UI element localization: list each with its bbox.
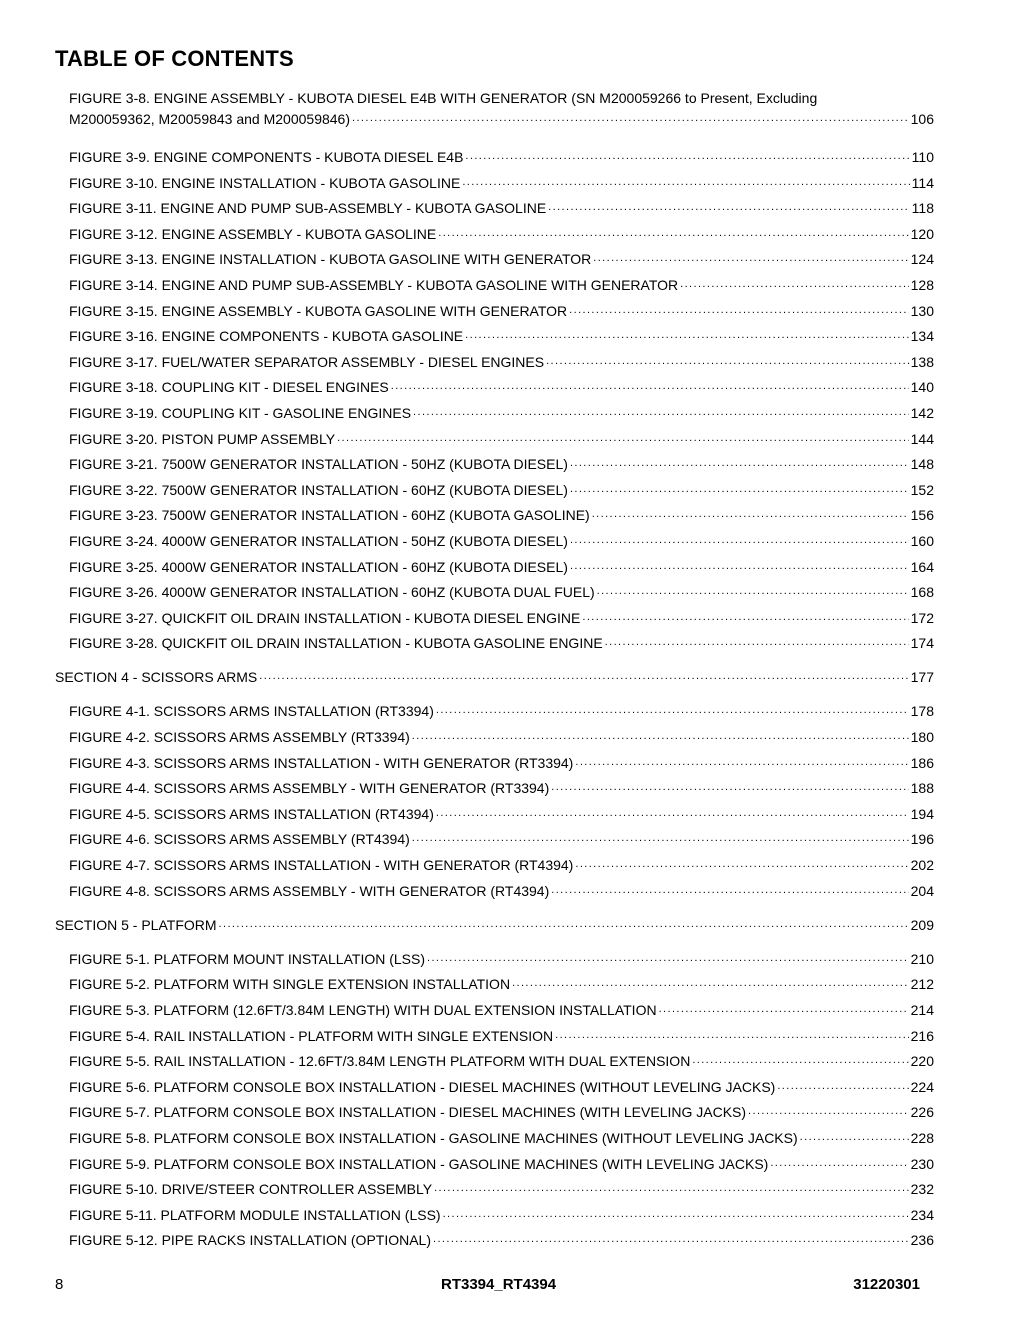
toc-entry-page: 142 xyxy=(910,404,934,421)
dot-leader xyxy=(462,171,909,188)
table-of-contents xyxy=(0,90,1024,1250)
toc-entry-text: FIGURE 3-27. QUICKFIT OIL DRAIN INSTALLATION - KUBOTA DIESEL ENGINE xyxy=(69,609,581,626)
toc-entry-page: 134 xyxy=(910,328,934,345)
toc-entry-text: FIGURE 3-16. ENGINE COMPONENTS - KUBOTA GASOLINE xyxy=(69,328,464,345)
toc-entry-text: FIGURE 4-6. SCISSORS ARMS ASSEMBLY (RT4394) xyxy=(69,831,410,848)
toc-entry-page: 144 xyxy=(910,430,934,447)
toc-entry-page: 180 xyxy=(910,729,934,746)
dot-leader xyxy=(582,606,908,623)
dot-leader xyxy=(259,665,908,682)
toc-entry-page: 130 xyxy=(910,302,934,319)
toc-entry-text-line2: M200059362, M20059843 and M200059846) xyxy=(69,111,351,127)
toc-entry-page: 226 xyxy=(910,1104,934,1121)
toc-entry-text: FIGURE 3-26. 4000W GENERATOR INSTALLATION - 60HZ (KUBOTA DUAL FUEL) xyxy=(69,584,595,601)
toc-list xyxy=(0,141,1024,1250)
toc-entry-text: FIGURE 4-4. SCISSORS ARMS ASSEMBLY - WITH GENERATOR (RT3394) xyxy=(69,780,550,797)
toc-entry-page: 164 xyxy=(910,558,934,575)
toc-entry-text: FIGURE 5-9. PLATFORM CONSOLE BOX INSTALLATION - GASOLINE MACHINES (WITH LEVELING JACKS) xyxy=(69,1155,769,1172)
toc-section-entry[interactable] xyxy=(55,661,934,687)
toc-entry[interactable] xyxy=(69,397,934,423)
toc-section-entry[interactable] xyxy=(55,909,934,935)
toc-entry[interactable] xyxy=(69,772,934,798)
toc-entry[interactable] xyxy=(69,721,934,747)
dot-leader xyxy=(465,145,909,162)
toc-entry-text: FIGURE 5-8. PLATFORM CONSOLE BOX INSTALLATION - GASOLINE MACHINES (WITHOUT LEVELING JACKS) xyxy=(69,1129,798,1146)
footer-model: RT3394_RT4394 xyxy=(441,1276,557,1293)
toc-entry[interactable] xyxy=(69,1045,934,1071)
toc-entry-text: FIGURE 5-10. DRIVE/STEER CONTROLLER ASSEMBLY xyxy=(69,1181,433,1198)
toc-entry-text: FIGURE 3-11. ENGINE AND PUMP SUB-ASSEMBLY - KUBOTA GASOLINE xyxy=(69,200,547,217)
toc-entry[interactable] xyxy=(69,192,934,218)
toc-entry-page: 212 xyxy=(910,976,934,993)
page-footer xyxy=(0,1276,1024,1298)
toc-entry-page: 224 xyxy=(910,1078,934,1095)
toc-entry[interactable] xyxy=(69,943,934,969)
toc-entry-text: FIGURE 5-7. PLATFORM CONSOLE BOX INSTALLATION - DIESEL MACHINES (WITH LEVELING JACKS) xyxy=(69,1104,747,1121)
toc-entry-text: FIGURE 3-10. ENGINE INSTALLATION - KUBOTA GASOLINE xyxy=(69,174,461,191)
dot-leader xyxy=(659,998,909,1015)
toc-entry-text: FIGURE 4-2. SCISSORS ARMS ASSEMBLY (RT3394) xyxy=(69,729,410,746)
toc-entry[interactable] xyxy=(69,269,934,295)
dot-leader xyxy=(337,427,909,444)
toc-entry-text: FIGURE 4-5. SCISSORS ARMS INSTALLATION (RT4394) xyxy=(69,805,434,822)
dot-leader xyxy=(570,529,909,546)
toc-entry-page: 216 xyxy=(910,1027,934,1044)
footer-page-number: 8 xyxy=(55,1276,64,1293)
toc-entry-page: 148 xyxy=(910,456,934,473)
toc-entry-text: FIGURE 5-4. RAIL INSTALLATION - PLATFORM WITH SINGLE EXTENSION xyxy=(69,1027,554,1044)
toc-entry-text: SECTION 4 - SCISSORS ARMS xyxy=(55,669,258,686)
dot-leader xyxy=(680,273,909,290)
toc-entry-page: 156 xyxy=(910,507,934,524)
toc-entry[interactable] xyxy=(69,875,934,901)
toc-entry-text: FIGURE 4-1. SCISSORS ARMS INSTALLATION (RT3394) xyxy=(69,703,434,720)
dot-leader xyxy=(570,478,909,495)
toc-entry-page: 177 xyxy=(910,669,934,686)
dot-leader xyxy=(413,401,909,418)
toc-entry[interactable] xyxy=(69,576,934,602)
toc-entry-text: FIGURE 3-24. 4000W GENERATOR INSTALLATION - 50HZ (KUBOTA DIESEL) xyxy=(69,532,568,549)
toc-entry-text-line1: FIGURE 3-8. ENGINE ASSEMBLY - KUBOTA DIESEL E4B WITH GENERATOR (SN M200059266 to Present, Excluding xyxy=(69,90,818,106)
toc-entry-page: 209 xyxy=(910,916,934,933)
toc-entry-page: 234 xyxy=(910,1206,934,1223)
dot-leader xyxy=(777,1075,908,1092)
dot-leader xyxy=(570,452,909,469)
toc-entry[interactable] xyxy=(69,849,934,875)
toc-entry-text: FIGURE 5-1. PLATFORM MOUNT INSTALLATION (LSS) xyxy=(69,950,426,967)
toc-entry-page: 178 xyxy=(910,703,934,720)
toc-entry-text: FIGURE 5-3. PLATFORM (12.6FT/3.84M LENGTH) WITH DUAL EXTENSION INSTALLATION xyxy=(69,1002,657,1018)
toc-entry-page: 228 xyxy=(910,1129,934,1146)
toc-entry-text: FIGURE 5-11. PLATFORM MODULE INSTALLATION (LSS) xyxy=(69,1206,441,1223)
dot-leader xyxy=(548,196,910,213)
toc-entry-page: 124 xyxy=(910,251,934,268)
toc-entry-text: FIGURE 3-28. QUICKFIT OIL DRAIN INSTALLATION - KUBOTA GASOLINE ENGINE xyxy=(69,635,603,652)
dot-leader xyxy=(412,827,909,844)
toc-entry-page: 118 xyxy=(911,200,934,217)
dot-leader xyxy=(800,1126,909,1143)
toc-entry-page: 194 xyxy=(910,805,934,822)
toc-entry-text: FIGURE 5-5. RAIL INSTALLATION - 12.6FT/3.84M LENGTH PLATFORM WITH DUAL EXTENSION xyxy=(69,1053,691,1070)
toc-entry[interactable] xyxy=(69,994,934,1020)
toc-entry[interactable] xyxy=(69,423,934,449)
toc-entry-text: FIGURE 5-12. PIPE RACKS INSTALLATION (OPTIONAL) xyxy=(69,1232,432,1249)
toc-entry-text: FIGURE 4-3. SCISSORS ARMS INSTALLATION - WITH GENERATOR (RT3394) xyxy=(69,754,574,771)
dot-leader xyxy=(438,222,908,239)
toc-entry[interactable] xyxy=(69,141,934,167)
toc-entry-page: 152 xyxy=(910,481,934,498)
toc-entry-text: FIGURE 4-7. SCISSORS ARMS INSTALLATION - WITH GENERATOR (RT4394) xyxy=(69,857,574,874)
toc-entry[interactable] xyxy=(69,371,934,397)
toc-entry[interactable] xyxy=(69,243,934,269)
dot-leader xyxy=(692,1049,908,1066)
dot-leader xyxy=(352,107,909,124)
toc-entry-text: FIGURE 3-23. 7500W GENERATOR INSTALLATION - 60HZ (KUBOTA GASOLINE) xyxy=(69,507,590,524)
toc-entry-page: 186 xyxy=(910,754,934,771)
toc-entry[interactable] xyxy=(69,602,934,628)
toc-entry[interactable] xyxy=(69,1122,934,1148)
toc-entry[interactable] xyxy=(69,1224,934,1250)
toc-entry[interactable] xyxy=(69,1071,934,1097)
toc-entry-page: 236 xyxy=(910,1232,934,1249)
toc-entry-page: 196 xyxy=(910,831,934,848)
toc-entry-page: 128 xyxy=(910,276,934,293)
dot-leader xyxy=(436,802,909,819)
toc-entry[interactable] xyxy=(69,295,934,321)
toc-entry[interactable] xyxy=(69,346,934,372)
toc-entry-page: 214 xyxy=(910,1002,934,1018)
page-title: TABLE OF CONTENTS xyxy=(55,46,294,71)
toc-entry[interactable] xyxy=(69,90,934,141)
toc-entry-page: 210 xyxy=(910,950,934,967)
dot-leader xyxy=(592,503,909,520)
toc-entry-page: 138 xyxy=(910,353,934,370)
toc-entry[interactable] xyxy=(69,499,934,525)
toc-entry-page: 174 xyxy=(910,635,934,652)
toc-entry-text: FIGURE 5-6. PLATFORM CONSOLE BOX INSTALLATION - DIESEL MACHINES (WITHOUT LEVELING JACKS) xyxy=(69,1078,776,1095)
toc-entry-page: 220 xyxy=(910,1053,934,1070)
toc-entry[interactable] xyxy=(69,218,934,244)
toc-entry-page: 140 xyxy=(910,379,934,396)
dot-leader xyxy=(443,1203,909,1220)
dot-leader xyxy=(436,699,909,716)
toc-entry-text: FIGURE 5-2. PLATFORM WITH SINGLE EXTENSION INSTALLATION xyxy=(69,976,511,993)
toc-entry[interactable] xyxy=(69,695,934,721)
toc-entry-text: FIGURE 3-25. 4000W GENERATOR INSTALLATION - 60HZ (KUBOTA DIESEL) xyxy=(69,558,568,575)
toc-entry-text: FIGURE 3-15. ENGINE ASSEMBLY - KUBOTA GASOLINE WITH GENERATOR xyxy=(69,302,568,319)
dot-leader xyxy=(391,375,909,392)
toc-entry-page: 120 xyxy=(910,225,934,242)
toc-entry-text: FIGURE 3-20. PISTON PUMP ASSEMBLY xyxy=(69,430,336,447)
toc-entry-text: FIGURE 3-19. COUPLING KIT - GASOLINE ENGINES xyxy=(69,404,412,421)
toc-entry-page: 204 xyxy=(910,882,934,899)
toc-entry-text: FIGURE 3-9. ENGINE COMPONENTS - KUBOTA DIESEL E4B xyxy=(69,149,464,165)
toc-entry[interactable] xyxy=(69,525,934,551)
toc-entry[interactable] xyxy=(69,747,934,773)
dot-leader xyxy=(593,247,908,264)
dot-leader xyxy=(575,751,908,768)
dot-leader xyxy=(748,1100,909,1117)
toc-entry[interactable] xyxy=(69,968,934,994)
toc-entry[interactable] xyxy=(69,448,934,474)
toc-entry[interactable] xyxy=(69,627,934,653)
toc-entry-text: FIGURE 3-12. ENGINE ASSEMBLY - KUBOTA GASOLINE xyxy=(69,225,437,242)
toc-entry-page: 232 xyxy=(910,1181,934,1198)
dot-leader xyxy=(569,299,908,316)
toc-entry[interactable] xyxy=(69,167,934,193)
dot-leader xyxy=(219,913,909,930)
dot-leader xyxy=(555,1024,909,1041)
dot-leader xyxy=(434,1177,909,1194)
toc-entry[interactable] xyxy=(69,1020,934,1046)
toc-entry-page: 188 xyxy=(910,780,934,797)
toc-entry[interactable] xyxy=(69,1199,934,1225)
dot-leader xyxy=(551,776,908,793)
toc-entry[interactable] xyxy=(69,798,934,824)
dot-leader xyxy=(546,350,909,367)
toc-entry[interactable] xyxy=(69,1148,934,1174)
toc-entry-page: 230 xyxy=(910,1155,934,1172)
toc-entry-text: FIGURE 3-18. COUPLING KIT - DIESEL ENGINES xyxy=(69,379,389,396)
toc-entry-text: FIGURE 4-8. SCISSORS ARMS ASSEMBLY - WITH GENERATOR (RT4394) xyxy=(69,882,550,899)
toc-entry[interactable] xyxy=(69,474,934,500)
toc-entry[interactable] xyxy=(69,1173,934,1199)
toc-entry-page: 114 xyxy=(911,174,934,191)
dot-leader xyxy=(512,972,909,989)
dot-leader xyxy=(570,555,909,572)
footer-document-number: 31220301 xyxy=(853,1276,920,1293)
toc-entry-page: 106 xyxy=(910,111,934,127)
dot-leader xyxy=(551,879,908,896)
toc-entry-text: FIGURE 3-13. ENGINE INSTALLATION - KUBOTA GASOLINE WITH GENERATOR xyxy=(69,251,592,268)
dot-leader xyxy=(605,631,909,648)
toc-entry[interactable] xyxy=(69,1096,934,1122)
toc-entry-text: FIGURE 3-21. 7500W GENERATOR INSTALLATION - 50HZ (KUBOTA DIESEL) xyxy=(69,456,568,473)
dot-leader xyxy=(575,853,908,870)
dot-leader xyxy=(433,1228,909,1245)
toc-entry-text: FIGURE 3-17. FUEL/WATER SEPARATOR ASSEMBLY - DIESEL ENGINES xyxy=(69,353,545,370)
toc-entry-page: 172 xyxy=(910,609,934,626)
toc-entry-page: 110 xyxy=(911,149,934,165)
toc-entry[interactable] xyxy=(69,320,934,346)
toc-entry-page: 160 xyxy=(910,532,934,549)
toc-entry-page: 168 xyxy=(910,584,934,601)
toc-entry-page: 202 xyxy=(910,857,934,874)
dot-leader xyxy=(770,1152,908,1169)
toc-entry-text: FIGURE 3-14. ENGINE AND PUMP SUB-ASSEMBLY - KUBOTA GASOLINE WITH GENERATOR xyxy=(69,276,679,293)
toc-entry-text: FIGURE 3-22. 7500W GENERATOR INSTALLATION - 60HZ (KUBOTA DIESEL) xyxy=(69,481,568,498)
dot-leader xyxy=(465,324,908,341)
toc-entry[interactable] xyxy=(69,551,934,577)
dot-leader xyxy=(597,580,909,597)
toc-entry[interactable] xyxy=(69,823,934,849)
dot-leader xyxy=(427,947,909,964)
dot-leader xyxy=(412,725,909,742)
toc-entry-text: SECTION 5 - PLATFORM xyxy=(55,916,217,933)
